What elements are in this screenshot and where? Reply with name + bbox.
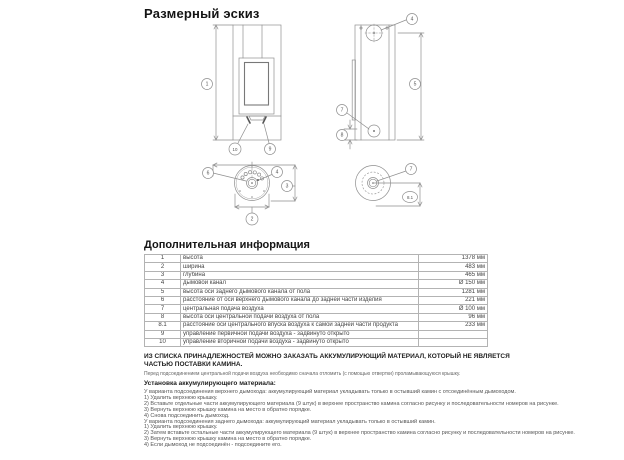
front-view xyxy=(213,25,281,143)
callout-central-air-height xyxy=(337,130,348,141)
page-title: Размерный эскиз xyxy=(144,6,260,21)
accessories-warning: ИЗ СПИСКА ПРИНАДЛЕЖНОСТЕЙ МОЖНО ЗАКАЗАТЬ АККУМУЛИРУЮЩИЙ МАТЕРИАЛ, КОТОРЫЙ НЕ ЯВЛЯЕТСЯ ЧАСТЬЮ ПОСТАВКИ КАМИНА. xyxy=(144,353,510,368)
cell-val: 483 мм xyxy=(419,263,488,271)
cell-val: 233 мм xyxy=(419,322,488,330)
cell-val xyxy=(419,338,488,346)
cell-num: 10 xyxy=(145,338,181,346)
cell-val: Ø 150 мм xyxy=(419,280,488,288)
cell-desc: высота xyxy=(181,255,419,263)
table-row xyxy=(145,313,488,321)
instruction-line: 3) Вернуть верхнюю крышку камина на место в обратно порядке. xyxy=(144,436,312,443)
cell-desc: управление вторичной подачи воздуха - задвинуто открыто xyxy=(181,338,419,346)
cell-desc: расстояние от оси верхнего дымового канала до задней части изделия xyxy=(181,296,419,304)
cell-val: 1378 мм xyxy=(419,255,488,263)
svg-text:9: 9 xyxy=(268,146,272,153)
central-air-note: Перед подсоединением центральной подачи воздуха необходимо сначала отломить (с помощью отвертки) проламывающуюся крышку. xyxy=(144,370,461,377)
instruction-line: 2) Вставьте отдельные части аккумулирующего материала (9 штук) в верхнее пространство камина согласно рисунку и последовательности номеров на рисунке. xyxy=(144,400,559,407)
table-row xyxy=(145,296,488,304)
cell-desc: ширина xyxy=(181,263,419,271)
svg-text:1: 1 xyxy=(205,81,209,88)
table-row xyxy=(145,280,488,288)
callout-secondary-air xyxy=(265,144,276,155)
cell-num: 3 xyxy=(145,271,181,279)
cell-desc: глубина xyxy=(181,271,419,279)
instruction-line: У варианта подсоединения верхнего дымохода: аккумулирующий материал укладывать только в остывший камин с отсоединённым дымоходом. xyxy=(144,388,516,395)
cell-desc: дымовой канал xyxy=(181,280,419,288)
cell-num: 7 xyxy=(145,305,181,313)
additional-info-section xyxy=(144,239,616,449)
table-title: Дополнительная информация xyxy=(144,239,310,251)
table-row xyxy=(145,338,488,346)
cell-num: 8.1 xyxy=(145,322,181,330)
cell-desc: расстояние оси центрального впуска воздуха к самой задней части продукта xyxy=(181,322,419,330)
instruction-line: 4) Снова подсоединить дымоход. xyxy=(144,412,230,419)
dimensions-table xyxy=(144,254,488,347)
svg-text:10: 10 xyxy=(232,146,238,152)
dimensions-table-body xyxy=(145,255,488,347)
cell-num: 8 xyxy=(145,313,181,321)
stove-dimensional-drawing xyxy=(140,8,610,236)
callout-top-flue xyxy=(272,167,283,178)
callout-central-air-offset xyxy=(403,192,418,203)
cell-num: 1 xyxy=(145,255,181,263)
cell-desc: высота оси заднего дымового канала от пола xyxy=(181,288,419,296)
svg-text:2: 2 xyxy=(250,216,254,223)
table-row xyxy=(145,263,488,271)
table-row xyxy=(145,288,488,296)
cell-num: 6 xyxy=(145,296,181,304)
cell-desc: управление первичной подачи воздуха - задвинуто открыто xyxy=(181,330,419,338)
callout-central-air-side xyxy=(337,105,348,116)
callout-primary-air xyxy=(229,143,241,155)
table-row xyxy=(145,305,488,313)
instruction-line: 1) Удалить верхнюю крышку. xyxy=(144,394,218,401)
callout-top-flue-side xyxy=(407,14,418,25)
install-heading: Установка аккумулирующего материала: xyxy=(144,380,276,388)
svg-text:3: 3 xyxy=(285,183,289,190)
svg-text:8.1: 8.1 xyxy=(406,194,414,200)
svg-text:7: 7 xyxy=(340,107,344,114)
table-row xyxy=(145,330,488,338)
instruction-line: 1) Удалить верхнюю крышку. xyxy=(144,424,218,431)
svg-text:4: 4 xyxy=(410,16,414,23)
cell-val xyxy=(419,330,488,338)
callout-central-air-top xyxy=(406,164,417,175)
cell-desc: высота оси центральной подачи воздуха от пола xyxy=(181,313,419,321)
svg-text:5: 5 xyxy=(413,81,417,88)
cell-val: 96 мм xyxy=(419,313,488,321)
cell-val: 465 мм xyxy=(419,271,488,279)
cell-val: Ø 100 мм xyxy=(419,305,488,313)
instruction-line: 3) Вернуть верхнюю крышку камина на место в обратно порядке. xyxy=(144,406,312,413)
cell-val: 1281 мм xyxy=(419,288,488,296)
svg-text:4: 4 xyxy=(275,169,279,176)
cell-num: 9 xyxy=(145,330,181,338)
callout-width xyxy=(246,213,258,225)
callout-flue-axis-offset xyxy=(203,168,214,179)
cell-desc: центральная подача воздуха xyxy=(181,305,419,313)
instruction-line: У варианта подсоединения заднего дымохода: аккумулирующий материал укладывать только в остывший камин. xyxy=(144,418,436,425)
table-row xyxy=(145,322,488,330)
install-instructions xyxy=(144,390,602,449)
cell-num: 2 xyxy=(145,263,181,271)
instruction-line: 2) Затем вставьте остальные части аккумулирующего материала (9 штук) в верхнее пространство камина согласно рисунку и последовательности номеров на рисунке. xyxy=(144,430,575,437)
callout-flue-axis-height xyxy=(410,79,421,90)
svg-text:6: 6 xyxy=(206,170,210,177)
callout-depth xyxy=(282,181,293,192)
svg-text:7: 7 xyxy=(409,166,413,173)
cell-num: 5 xyxy=(145,288,181,296)
table-row xyxy=(145,255,488,263)
instruction-line: 4) Если дымоход не подсоединён - подсоедините его. xyxy=(144,442,282,449)
cell-val: 221 мм xyxy=(419,296,488,304)
cell-num: 4 xyxy=(145,280,181,288)
callouts xyxy=(202,14,421,226)
table-row xyxy=(145,271,488,279)
callout-front-height xyxy=(202,79,213,90)
svg-text:8: 8 xyxy=(340,132,344,139)
